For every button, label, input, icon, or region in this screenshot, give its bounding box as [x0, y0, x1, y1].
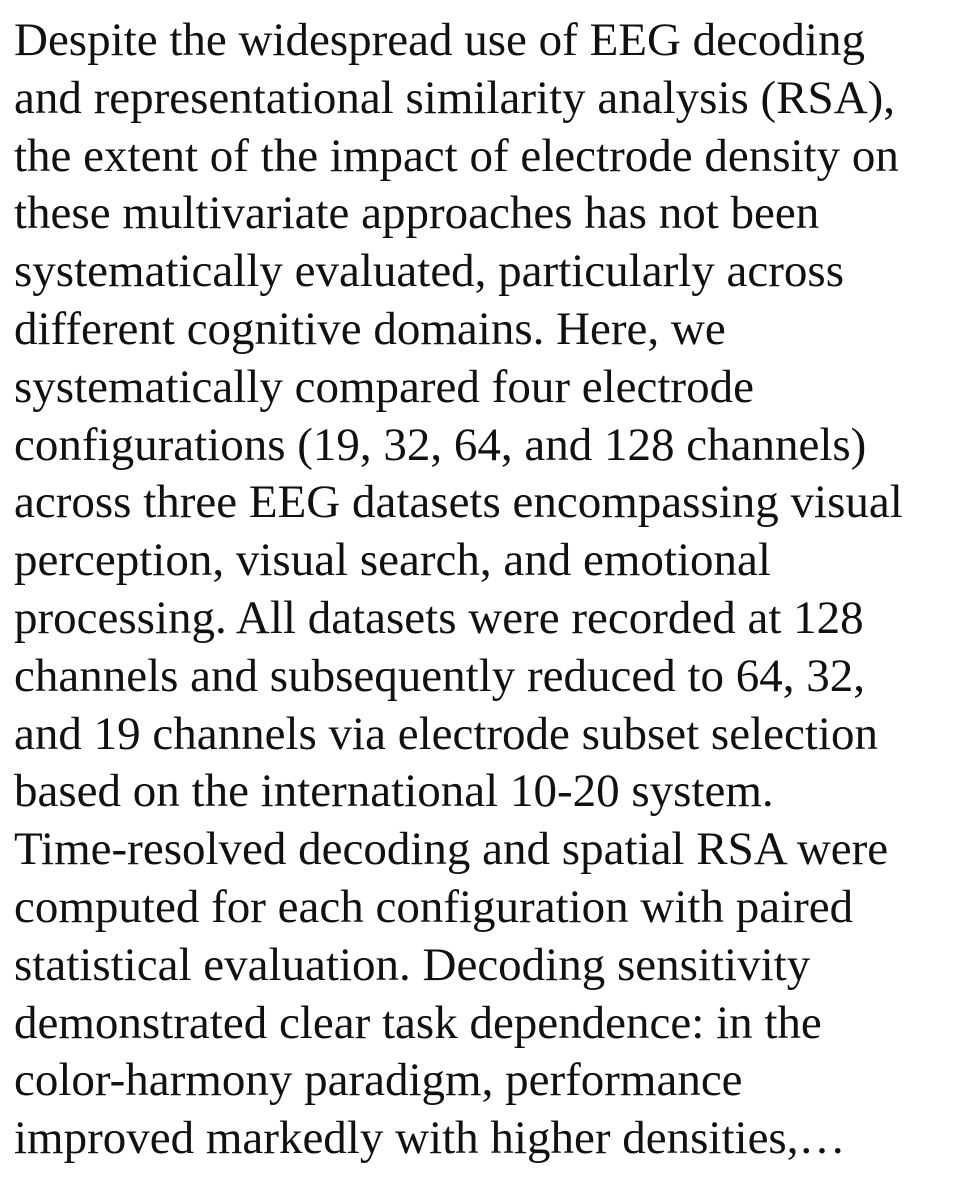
text-line: channels and subsequently reduced to 64, 32, — [14, 649, 866, 702]
text-line: Despite the widespread use of EEG decoding — [14, 14, 865, 66]
text-line: improved markedly with higher densities,… — [14, 1112, 846, 1165]
text-line: and 19 channels via electrode subset selection — [14, 707, 878, 760]
text-line: computed for each configuration with paired — [14, 880, 854, 933]
text-line: systematically compared four electrode — [14, 360, 754, 413]
text-line: Time-resolved decoding and spatial RSA were — [14, 823, 889, 876]
text-line: across three EEG datasets encompassing visual — [14, 476, 903, 529]
text-line: demonstrated clear task dependence: in the — [14, 996, 822, 1049]
text-line: different cognitive domains. Here, we — [14, 302, 726, 355]
text-line: these multivariate approaches has not been — [14, 187, 820, 240]
text-line: based on the international 10-20 system. — [14, 765, 774, 818]
text-line: and representational similarity analysis (RSA), — [14, 71, 896, 124]
text-line: the extent of the impact of electrode density on — [14, 129, 899, 182]
text-line: color-harmony paradigm, performance — [14, 1054, 743, 1107]
text-line: perception, visual search, and emotional — [14, 534, 771, 587]
text-line: statistical evaluation. Decoding sensitivity — [14, 938, 811, 991]
text-line: systematically evaluated, particularly across — [14, 245, 845, 298]
text-line: processing. All datasets were recorded at 128 — [14, 591, 864, 644]
abstract-text — [14, 12, 954, 1168]
text-line: configurations (19, 32, 64, and 128 channels) — [14, 418, 867, 471]
